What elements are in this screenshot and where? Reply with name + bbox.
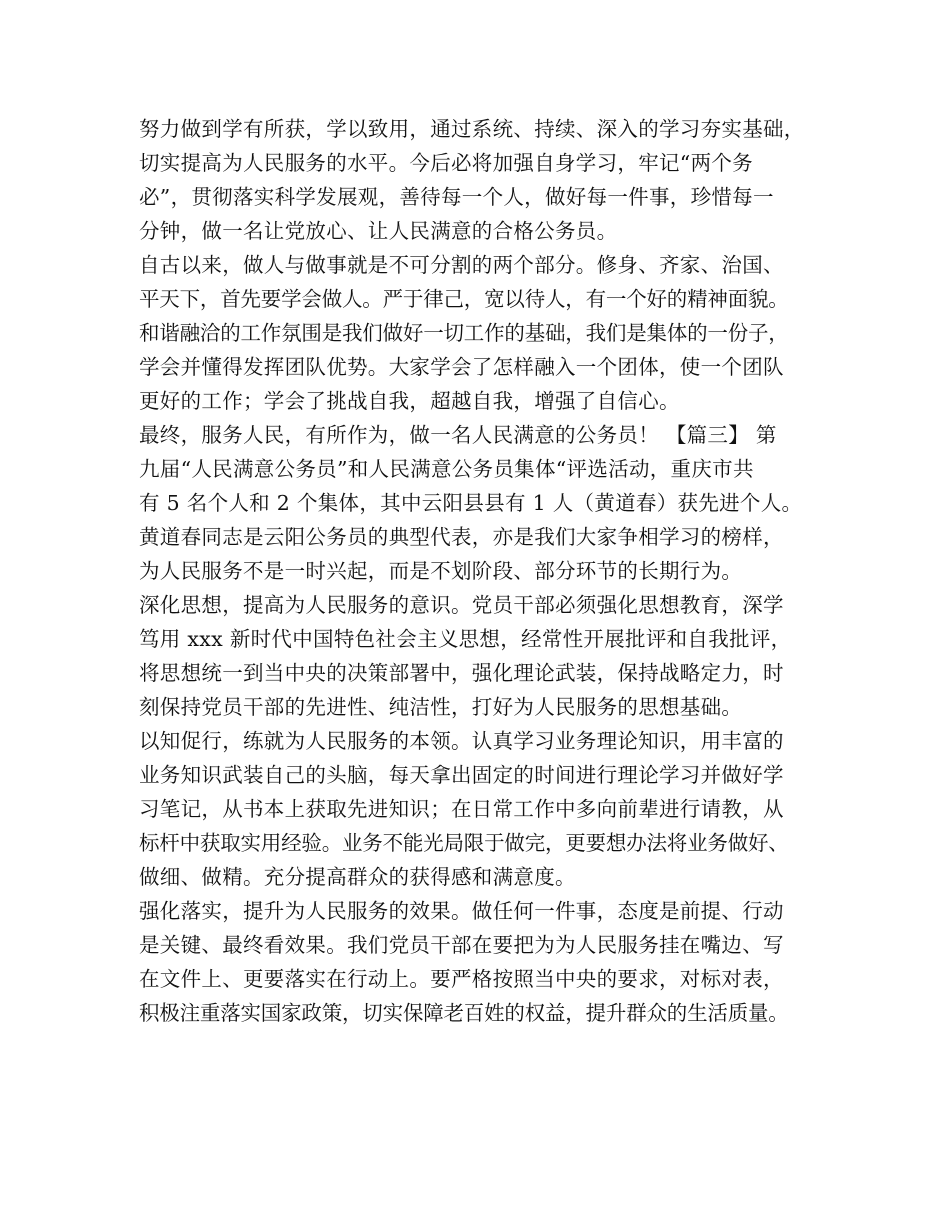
text-line: 强化落实，提升为人民服务的效果。做任何一件事，态度是前提、行动	[139, 899, 784, 923]
text-line: 和谐融洽的工作氛围是我们做好一切工作的基础，我们是集体的一份子，	[139, 321, 789, 345]
text-line: 刻保持党员干部的先进性、纯洁性，打好为人民服务的思想基础。	[139, 695, 743, 719]
text-line: 更好的工作；学会了挑战自我，超越自我，增强了自信心。	[139, 389, 680, 413]
text-line: 标杆中获取实用经验。业务不能光局限于做完，更要想办法将业务做好、	[139, 831, 789, 855]
text-line: 努力做到学有所获，学以致用，通过系统、持续、深入的学习夯实基础，	[139, 117, 805, 141]
text-line: 将思想统一到当中央的决策部署中，强化理论武装，保持战略定力，时	[139, 661, 784, 685]
text-line: 以知促行，练就为人民服务的本领。认真学习业务理论知识，用丰富的	[139, 729, 784, 753]
text-line: 习笔记，从书本上获取先进知识；在日常工作中多向前辈进行请教，从	[139, 797, 784, 821]
text-line: 必”，贯彻落实科学发展观，善待每一个人，做好每一件事，珍惜每一	[139, 185, 774, 209]
text-line: 业务知识武装自己的头脑，每天拿出固定的时间进行理论学习并做好学	[139, 763, 784, 787]
text-line: 学会并懂得发挥团队优势。大家学会了怎样融入一个团体，使一个团队	[139, 355, 784, 379]
text-line: 分钟，做一名让党放心、让人民满意的合格公务员。	[139, 219, 618, 243]
text-line: 积极注重落实国家政策，切实保障老百姓的权益，提升群众的生活质量。	[139, 1001, 789, 1025]
body-text	[139, 112, 829, 1030]
text-line: 有 5 名个人和 2 个集体，其中云阳县县有 1 人（黄道春）获先进个人。	[139, 491, 803, 515]
text-line: 为人民服务不是一时兴起，而是不划阶段、部分环节的长期行为。	[139, 559, 743, 583]
text-line: 笃用 xxx 新时代中国特色社会主义思想，经常性开展批评和自我批评，	[139, 627, 792, 651]
text-line: 做细、做精。充分提高群众的获得感和满意度。	[139, 865, 576, 889]
text-line: 自古以来，做人与做事就是不可分割的两个部分。修身、齐家、治国、	[139, 253, 784, 277]
text-line: 深化思想，提高为人民服务的意识。党员干部必须强化思想教育，深学	[139, 593, 784, 617]
text-line: 切实提高为人民服务的水平。今后必将加强自身学习，牢记“两个务	[139, 151, 753, 175]
text-line: 最终，服务人民，有所作为，做一名人民满意的公务员！ 【篇三】 第	[139, 423, 777, 447]
text-line: 黄道春同志是云阳公务员的典型代表，亦是我们大家争相学习的榜样，	[139, 525, 784, 549]
text-line: 九届“人民满意公务员”和人民满意公务员集体“评选活动，重庆市共	[139, 457, 754, 481]
text-line: 是关键、最终看效果。我们党员干部在要把为为人民服务挂在嘴边、写	[139, 933, 784, 957]
text-line: 平天下，首先要学会做人。严于律己，宽以待人，有一个好的精神面貌。	[139, 287, 789, 311]
text-line: 在文件上、更要落实在行动上。要严格按照当中央的要求，对标对表，	[139, 967, 784, 991]
